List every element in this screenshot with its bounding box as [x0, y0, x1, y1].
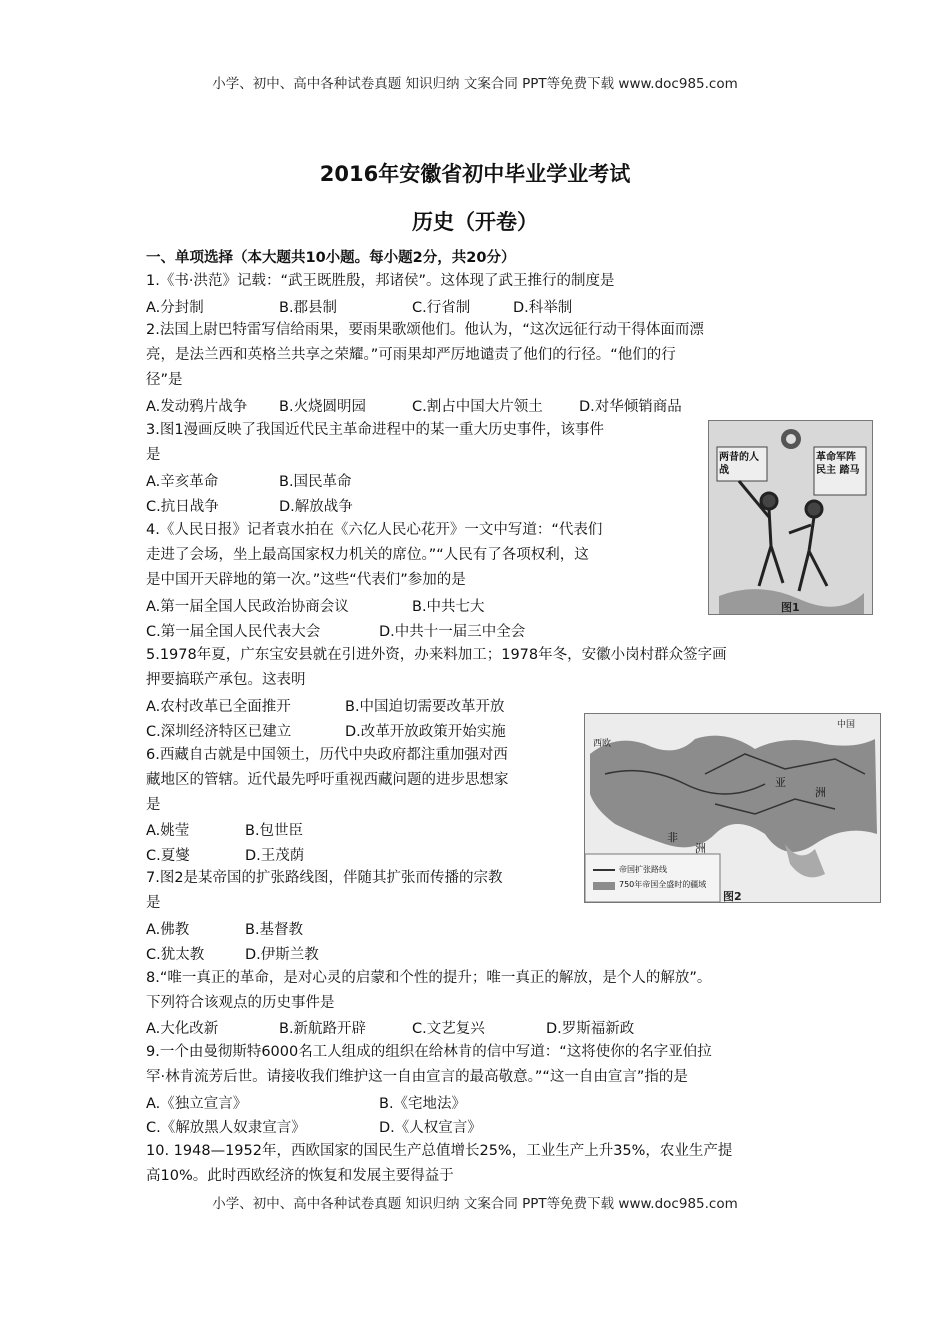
q6-option-d[interactable]: D.王茂荫: [245, 848, 305, 864]
q1-option-a[interactable]: A.分封制: [146, 300, 204, 316]
q5-option-c[interactable]: C.深圳经济特区已建立: [146, 724, 292, 740]
map-label-china: 中国: [837, 720, 856, 730]
q2-line-1: 2.法国上尉巴特雷写信给雨果，要雨果歌颂他们。他认为，“这次远征行动干得体面而漂: [146, 322, 704, 338]
figure-2-map: [584, 713, 881, 903]
q7-option-a[interactable]: A.佛教: [146, 922, 190, 938]
q8-option-c[interactable]: C.文艺复兴: [412, 1021, 485, 1037]
q2-line-3: 径”是: [146, 372, 183, 388]
q3-option-b[interactable]: B.国民革命: [279, 474, 352, 490]
q6-option-a[interactable]: A.姚莹: [146, 823, 190, 839]
exam-subtitle: 历史（开卷）: [412, 210, 538, 234]
map-label-west-europe: 西欧: [593, 739, 612, 749]
q8-line-1: 8.“唯一真正的革命，是对心灵的启蒙和个性的提升；唯一真正的解放，是个人的解放”。: [146, 970, 712, 986]
q6-option-b[interactable]: B.包世臣: [245, 823, 304, 839]
q4-option-a[interactable]: A.第一届全国人民政治协商会议: [146, 599, 349, 615]
q2-option-b[interactable]: B.火烧圆明园: [279, 399, 367, 415]
q3-option-d[interactable]: D.解放战争: [279, 499, 353, 515]
map-label-africa-2: 洲: [695, 842, 706, 855]
q1-line-1: 1.《书·洪范》记载：“武王既胜殷，邦诸侯”。这体现了武王推行的制度是: [146, 273, 615, 289]
q7-line-1: 7.图2是某帝国的扩张路线图，伴随其扩张而传播的宗教: [146, 870, 503, 886]
q9-option-a[interactable]: A.《独立宣言》: [146, 1096, 248, 1112]
q8-option-b[interactable]: B.新航路开辟: [279, 1021, 367, 1037]
q2-option-d[interactable]: D.对华倾销商品: [579, 399, 682, 415]
q4-line-2: 走进了会场，坐上最高国家权力机关的席位。”“人民有了各项权利，这: [146, 547, 589, 563]
q1-option-d[interactable]: D.科举制: [513, 300, 573, 316]
q9-option-c[interactable]: C.《解放黑人奴隶宣言》: [146, 1120, 306, 1136]
q6-line-3: 是: [146, 797, 161, 813]
q5-option-b[interactable]: B.中国迫切需要改革开放: [345, 699, 505, 715]
header-watermark: 小学、初中、高中各种试卷真题 知识归纳 文案合同 PPT等免费下载 www.doc985.com: [212, 76, 738, 92]
q4-option-d[interactable]: D.中共十一届三中全会: [379, 624, 526, 640]
figure-1-cartoon: [708, 420, 873, 615]
q9-option-b[interactable]: B.《宅地法》: [379, 1096, 467, 1112]
q2-option-c[interactable]: C.割占中国大片领土: [412, 399, 543, 415]
q5-line-2: 押要搞联产承包。这表明: [146, 672, 306, 688]
figure-1-caption: 图1: [781, 601, 800, 614]
q4-option-c[interactable]: C.第一届全国人民代表大会: [146, 624, 321, 640]
figure-1-banner-right: 革命军阵民主 踏马: [816, 452, 860, 476]
q9-line-1: 9.一个由曼彻斯特6000名工人组成的组织在给林肯的信中写道：“这将使你的名字亚伯拉: [146, 1044, 712, 1060]
q3-line-1: 3.图1漫画反映了我国近代民主革命进程中的某一重大历史事件，该事件: [146, 422, 605, 438]
map-label-africa-1: 非: [667, 831, 678, 844]
q3-line-2: 是: [146, 447, 161, 463]
q7-option-d[interactable]: D.伊斯兰教: [245, 947, 319, 963]
figure-2-caption: 图2: [723, 890, 742, 903]
q5-option-a[interactable]: A.农村改革已全面推开: [146, 699, 291, 715]
q7-option-c[interactable]: C.犹太教: [146, 947, 205, 963]
map-label-asia-2: 洲: [815, 786, 826, 799]
q1-option-b[interactable]: B.郡县制: [279, 300, 338, 316]
q6-option-c[interactable]: C.夏燮: [146, 848, 190, 864]
q8-line-2: 下列符合该观点的历史事件是: [146, 995, 335, 1011]
q8-option-a[interactable]: A.大化改新: [146, 1021, 219, 1037]
q2-line-2: 亮，是法兰西和英格兰共享之荣耀。”可雨果却严厉地谴责了他们的行径。“他们的行: [146, 347, 676, 363]
q10-line-1: 10. 1948—1952年，西欧国家的国民生产总值增长25%，工业生产上升35%，农业生产提: [146, 1143, 733, 1159]
q4-line-3: 是中国开天辟地的第一次。”这些“代表们”参加的是: [146, 572, 466, 588]
section-heading: 一、单项选择（本大题共10小题。每小题2分，共20分）: [146, 250, 516, 266]
q10-line-2: 高10%。此时西欧经济的恢复和发展主要得益于: [146, 1168, 454, 1184]
q3-option-a[interactable]: A.辛亥革命: [146, 474, 219, 490]
q4-line-1: 4.《人民日报》记者袁水拍在《六亿人民心花开》一文中写道：“代表们: [146, 522, 603, 538]
q4-option-b[interactable]: B.中共七大: [412, 599, 485, 615]
map-label-asia-1: 亚: [775, 776, 786, 789]
q8-option-d[interactable]: D.罗斯福新政: [546, 1021, 635, 1037]
q6-line-1: 6.西藏自古就是中国领土，历代中央政府都注重加强对西: [146, 747, 508, 763]
q6-line-2: 藏地区的管辖。近代最先呼吁重视西藏问题的进步思想家: [146, 772, 509, 788]
map-legend-territory: 750年帝国全盛时的疆域: [619, 880, 707, 889]
q9-option-d[interactable]: D.《人权宣言》: [379, 1120, 482, 1136]
footer-watermark: 小学、初中、高中各种试卷真题 知识归纳 文案合同 PPT等免费下载 www.doc985.com: [212, 1196, 738, 1212]
exam-title: 2016年安徽省初中毕业学业考试: [319, 162, 631, 186]
figure-1-banner-left: 两昔的人战: [719, 452, 759, 476]
q3-option-c[interactable]: C.抗日战争: [146, 499, 219, 515]
figure-1-drawing: [709, 421, 872, 614]
q9-line-2: 罕·林肯流芳后世。请接收我们维护这一自由宣言的最高敬意。”“这一自由宣言”指的是: [146, 1069, 688, 1085]
q5-line-1: 5.1978年夏，广东宝安县就在引进外资，办来料加工；1978年冬，安徽小岗村群众签字画: [146, 647, 727, 663]
map-legend-route: 帝国扩张路线: [619, 865, 667, 874]
q1-option-c[interactable]: C.行省制: [412, 300, 471, 316]
q7-line-2: 是: [146, 895, 161, 911]
q2-option-a[interactable]: A.发动鸦片战争: [146, 399, 248, 415]
q5-option-d[interactable]: D.改革开放政策开始实施: [345, 724, 506, 740]
q7-option-b[interactable]: B.基督教: [245, 922, 304, 938]
